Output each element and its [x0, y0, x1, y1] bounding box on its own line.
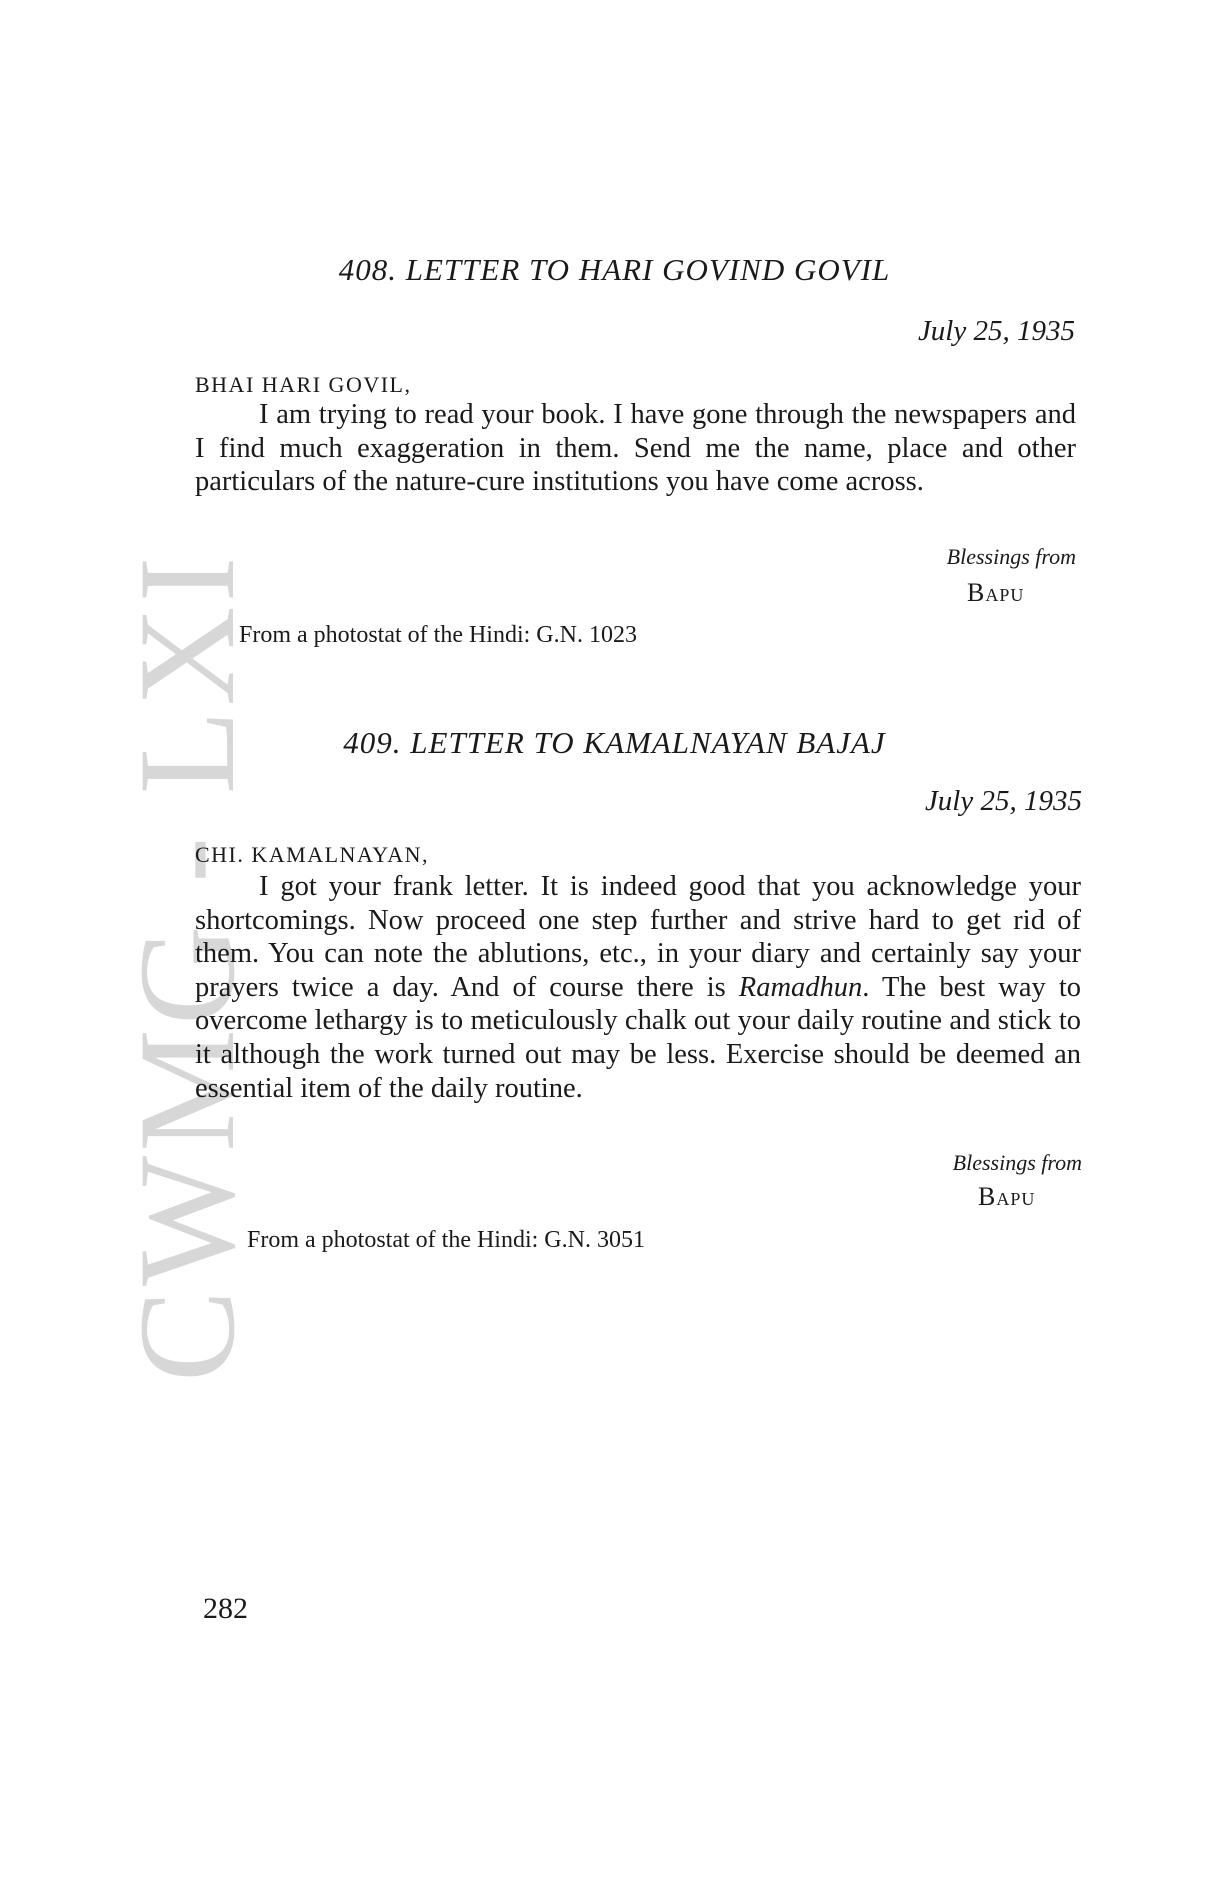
letter-409-source: From a photostat of the Hindi: G.N. 3051 — [247, 1227, 645, 1253]
letter-409-title: 409. LETTER TO KAMALNAYAN BAJAJ — [343, 725, 886, 760]
letter-409-signature: Bapu — [978, 1182, 1036, 1211]
letter-408-source: From a photostat of the Hindi: G.N. 1023 — [239, 622, 637, 648]
letter-409-body-part1: I got your frank letter. It is indeed good that you acknowledge your shortcomings. Now proceed one step further and strive hard to get rid of them. You can note the ablutions, etc., in your diary and certainly say your prayers twice a day. And of course there is — [195, 871, 1081, 1003]
letter-409-body-part2: . The best way to overcome lethargy is to meticulously chalk out your daily routine and stick to it although the work turned out may be less. Exercise should be deemed an essential item of the daily routine. — [195, 971, 1081, 1104]
letter-408-body: I am trying to read your book. I have gone through the newspapers and I find much exaggeration in them. Send me the name, place and other particulars of the nature-cure institutions you have come across. — [195, 399, 1076, 498]
letter-409-body — [195, 870, 1081, 1105]
letter-408-title: 408. LETTER TO HARI GOVIND GOVIL — [338, 252, 891, 287]
letter-408-signature: Bapu — [967, 578, 1025, 607]
letter-408-blessing: Blessings from — [946, 544, 1076, 569]
page-number: 282 — [203, 1592, 248, 1625]
watermark: CWMG - LXI — [110, 552, 263, 1382]
letter-408-salutation: BHAI HARI GOVIL, — [195, 372, 412, 397]
letter-409-blessing: Blessings from — [952, 1150, 1082, 1175]
letter-409-date: July 25, 1935 — [924, 785, 1082, 817]
letter-408-date: July 25, 1935 — [917, 315, 1075, 347]
letter-409-body-italic: Ramadhun — [738, 971, 863, 1003]
letter-409-salutation: CHI. KAMALNAYAN, — [195, 842, 430, 867]
